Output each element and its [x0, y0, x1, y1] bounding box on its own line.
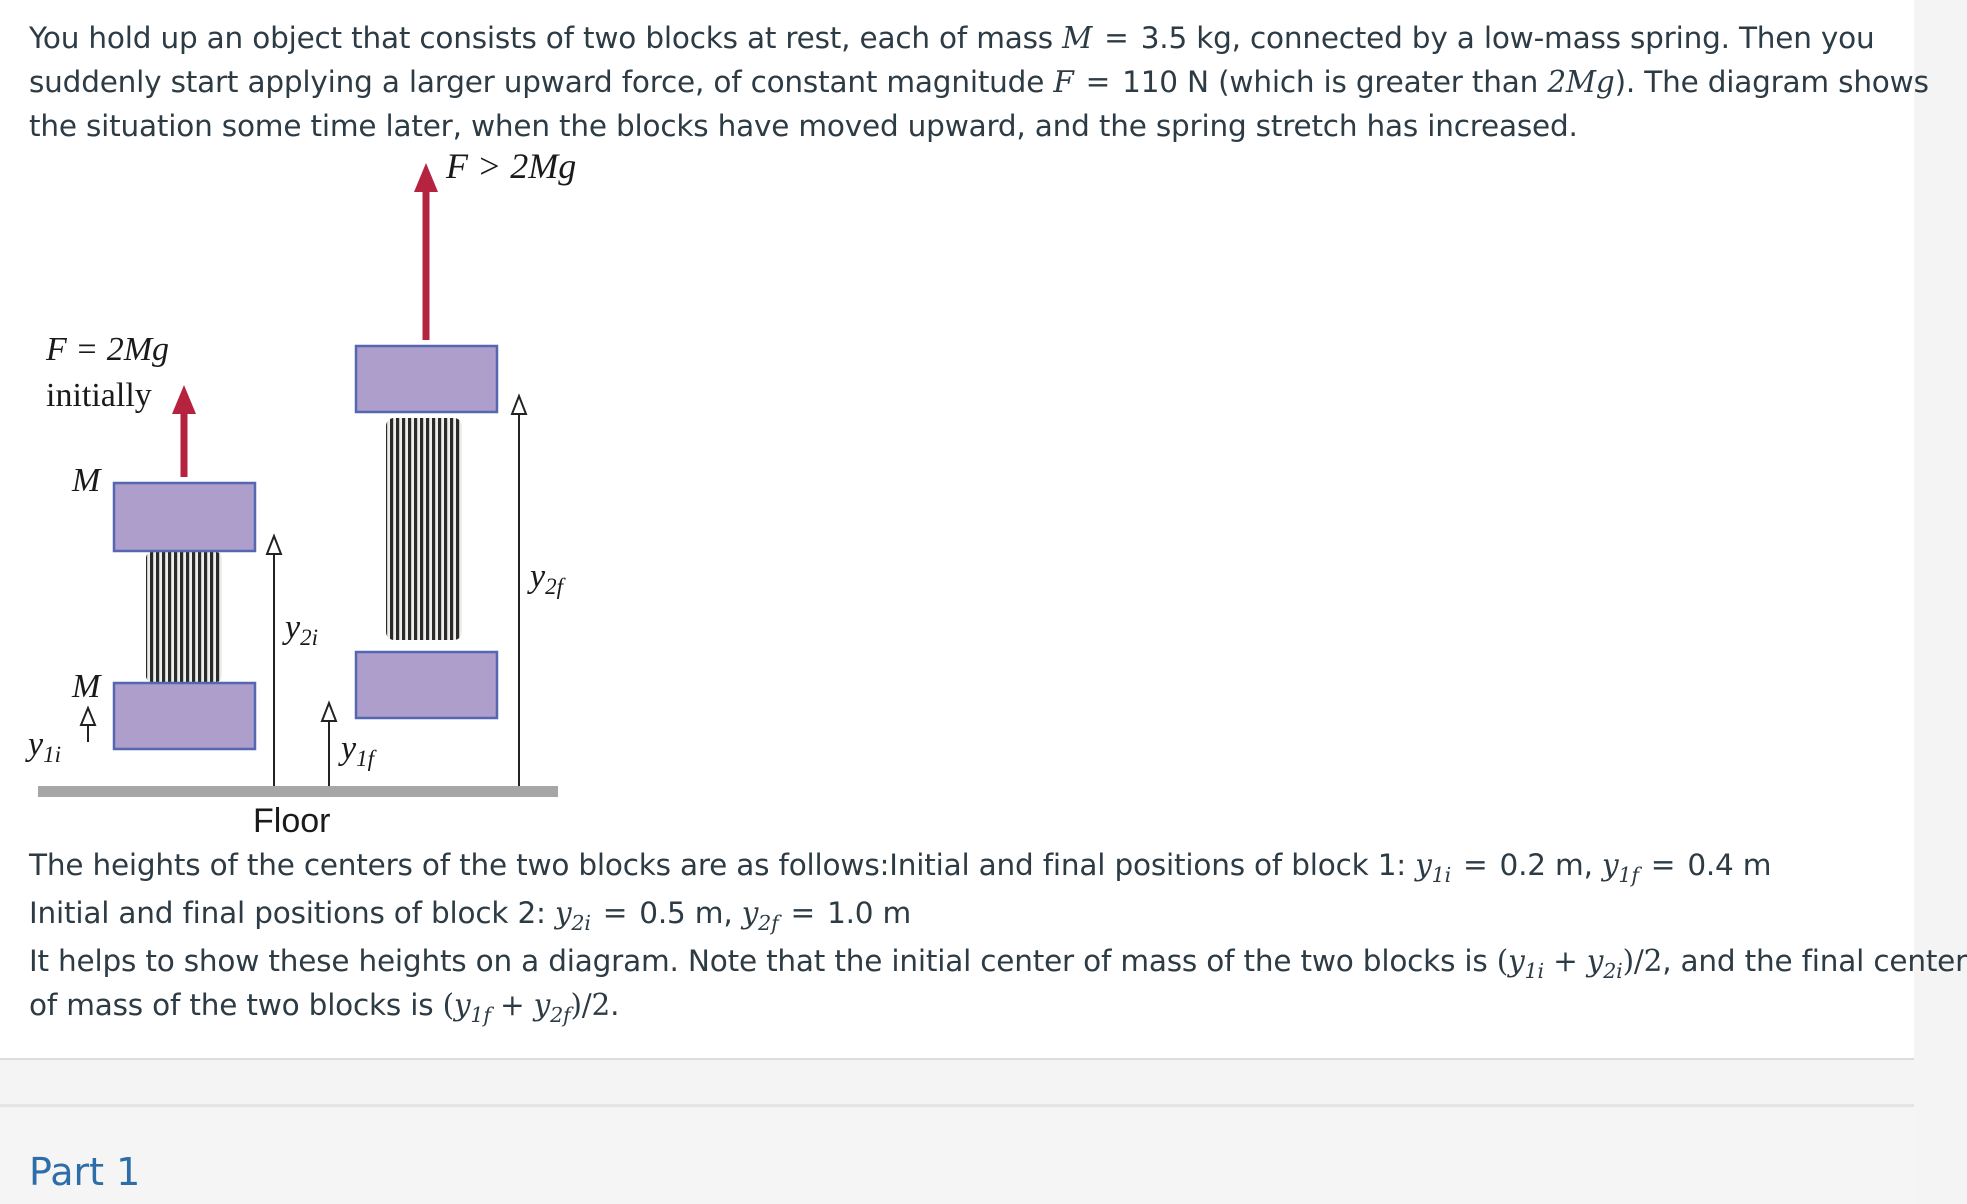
floor-label: Floor [253, 802, 331, 840]
equals-sign: = [790, 896, 816, 930]
spring-final [386, 418, 462, 640]
intro-text: 110 N (which is greater than [1122, 65, 1548, 99]
heights-text: Initial and final positions of block 2: [29, 896, 555, 930]
spring-initial [146, 552, 222, 682]
part-1-heading[interactable]: Part 1 [29, 1150, 141, 1194]
mass-variable: M [1062, 21, 1093, 55]
y2f-variable: $y_{2f}$ [741, 896, 779, 936]
y1i-label: $y_{1i}$ [28, 726, 61, 767]
force-final-label: F > 2Mg [446, 146, 577, 186]
heights-text: The heights of the centers of the two blocks are as follows:Initial and final positions of block 1: [29, 848, 1416, 882]
intro-text: ). The diagram shows [1614, 65, 1929, 99]
block-bottom-initial [114, 683, 255, 749]
y1f-variable: $y_{1f}$ [1601, 848, 1639, 888]
equals-sign: = [1104, 21, 1129, 55]
y2i-arrow-head [267, 536, 281, 554]
block-spring-diagram [0, 146, 620, 840]
block-top-initial [114, 483, 255, 551]
y1i-value: 0.2 m, [1499, 848, 1602, 882]
force-arrow-initial-head [172, 385, 196, 414]
y1f-arrow-head [322, 703, 336, 721]
equals-sign: = [1085, 65, 1111, 99]
floor-line [38, 786, 558, 797]
equals-sign: = [1463, 848, 1488, 882]
force-expression: 2Mg [1547, 65, 1615, 99]
force-initial-label: F = 2Mg [46, 331, 170, 368]
y1i-variable: $y_{1i}$ [1415, 848, 1452, 888]
intro-text: You hold up an object that consists of two blocks at rest, each of mass [29, 21, 1063, 55]
heights-text: of mass of the two blocks is [29, 988, 443, 1022]
heights-line-3 [29, 939, 1967, 983]
intro-line-3: the situation some time later, when the blocks have moved upward, and the spring stretch has increased. [29, 109, 1578, 143]
part-header [0, 1108, 1914, 1204]
y2f-arrow-head [512, 396, 526, 414]
final-com-expression: $(y_{1f} + y_{2f})/2$ [442, 988, 611, 1028]
heights-line-1 [29, 843, 1771, 887]
block-top-final [356, 346, 497, 412]
mass-label-bottom: M [72, 668, 101, 705]
y2i-value: 0.5 m, [639, 896, 742, 930]
y2i-variable: $y_{2i}$ [554, 896, 591, 936]
y2f-label: $y_{2f}$ [530, 558, 563, 599]
heights-text: It helps to show these heights on a diagram. Note that the initial center of mass of the two blocks is [29, 944, 1497, 978]
block-bottom-final [356, 652, 497, 718]
heights-line-4 [29, 983, 619, 1027]
y2i-label: $y_{2i}$ [285, 609, 318, 650]
intro-text: 3.5 kg, connected by a low-mass spring. Then you [1140, 21, 1875, 55]
equals-sign: = [602, 896, 628, 930]
heights-text: , and the final center [1662, 944, 1967, 978]
y1f-label: $y_{1f}$ [341, 730, 374, 771]
intro-line-1 [29, 16, 1875, 60]
force-variable: F [1053, 65, 1074, 99]
force-arrow-final-head [414, 163, 438, 192]
equals-sign: = [1650, 848, 1676, 882]
initial-com-expression: $(y_{1i} + y_{2i})/2$ [1496, 944, 1663, 984]
intro-line-2 [29, 60, 1929, 104]
y2f-value: 1.0 m [827, 896, 912, 930]
heights-line-2 [29, 891, 911, 935]
mass-label-top: M [72, 462, 101, 499]
heights-text: . [610, 988, 620, 1022]
y1f-value: 0.4 m [1687, 848, 1772, 882]
intro-text: suddenly start applying a larger upward force, of constant magnitude [29, 65, 1054, 99]
section-divider [0, 1104, 1914, 1107]
force-initial-note: initially [46, 377, 152, 414]
y1i-arrow-head [81, 708, 95, 725]
